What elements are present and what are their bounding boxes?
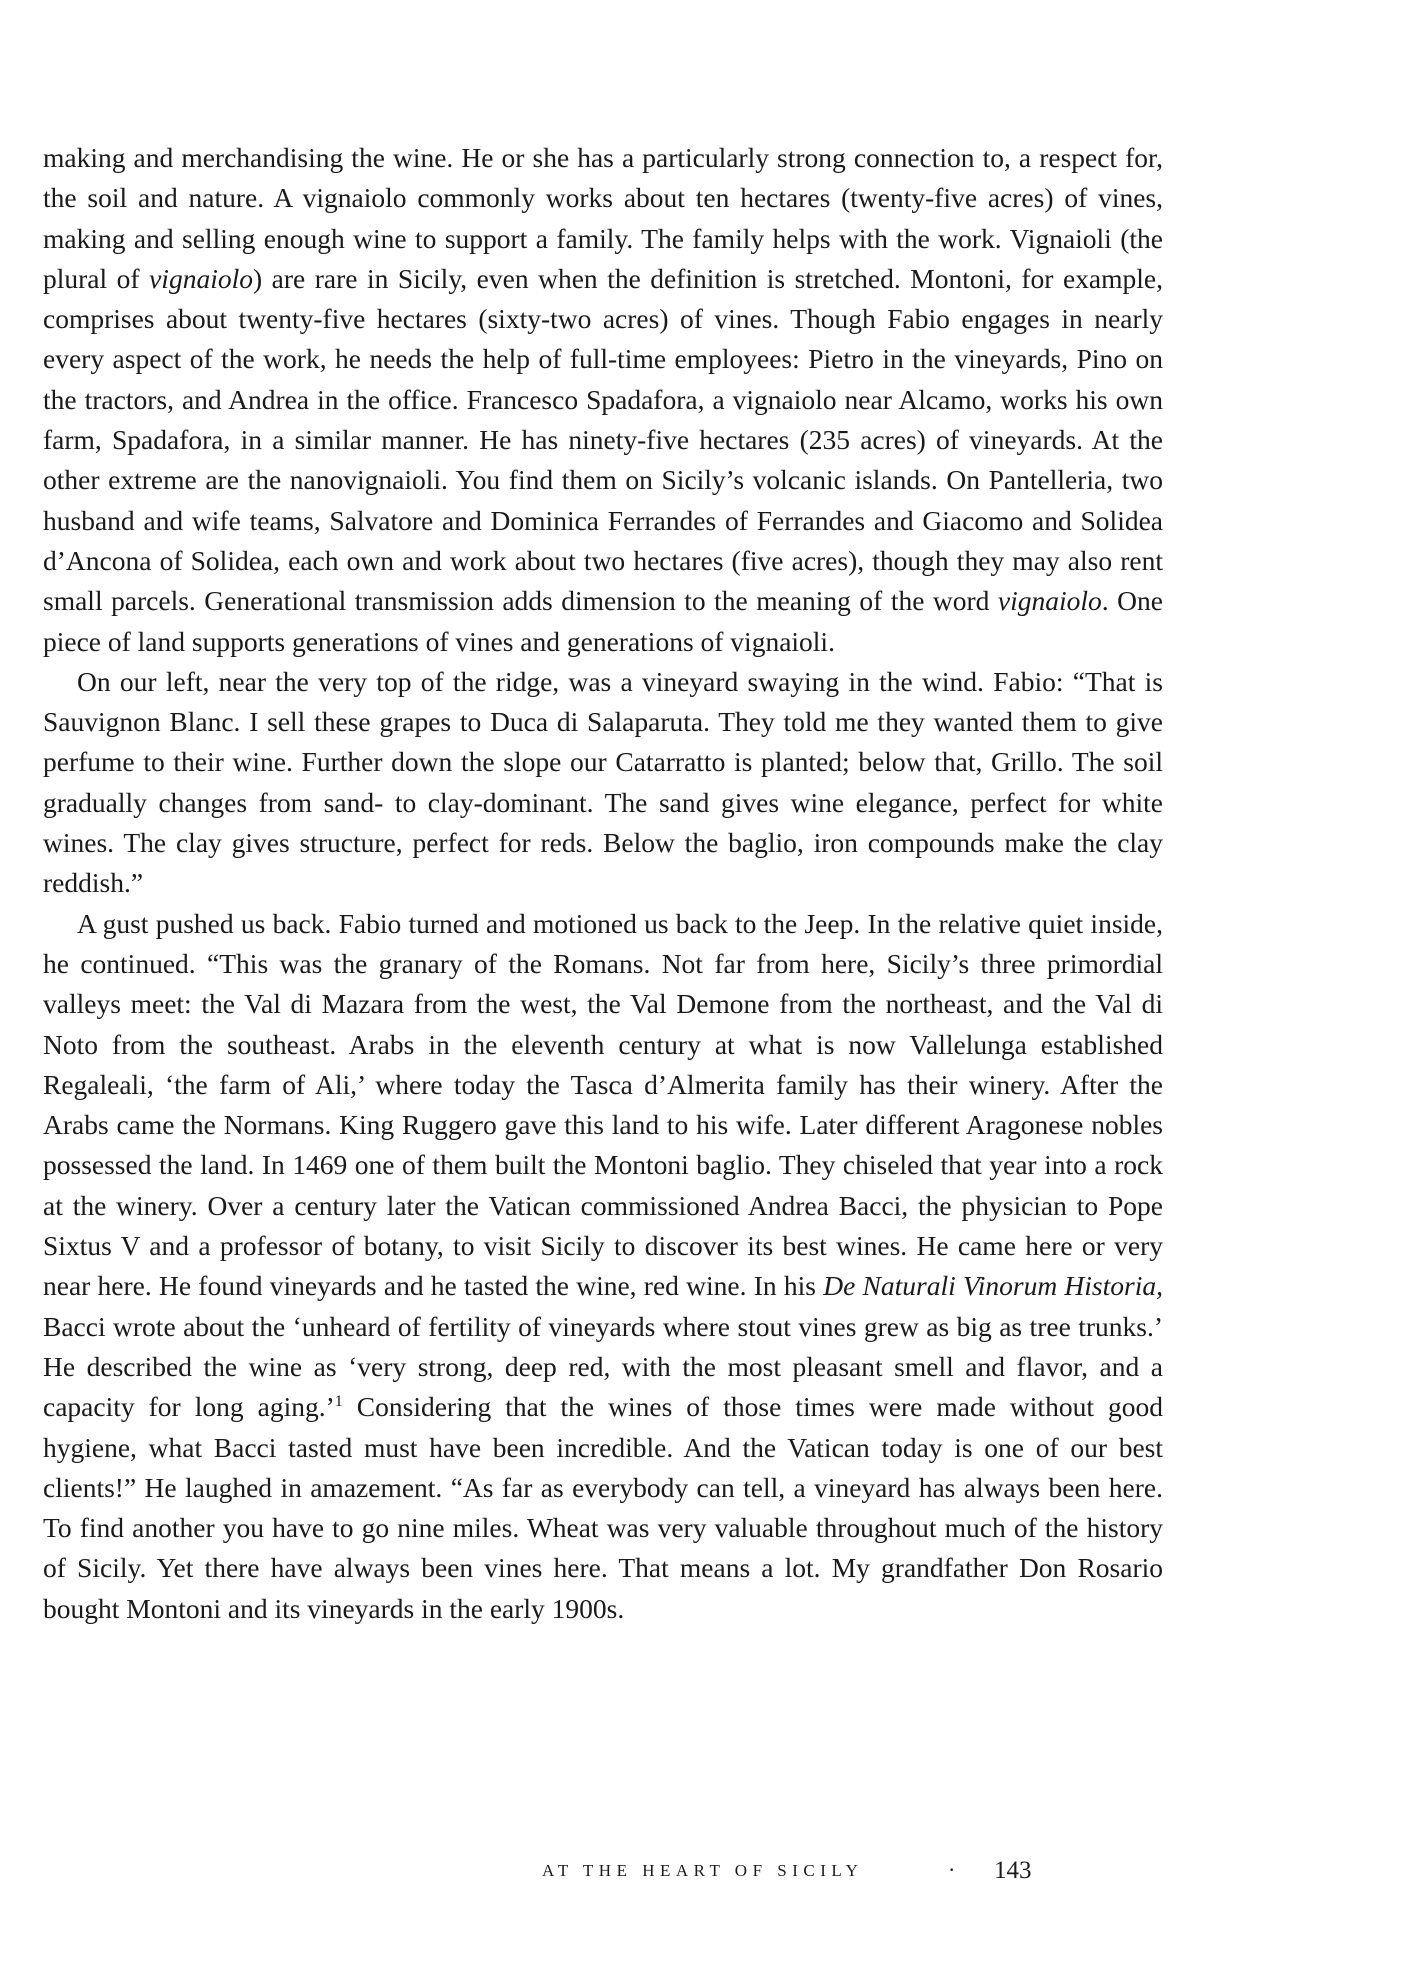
italic-text: De Naturali Vinorum Historia, bbox=[823, 1270, 1163, 1302]
paragraph bbox=[43, 138, 1163, 662]
text-run: Bacci wrote about the ‘unheard of fertility of vineyards where stout vines grew as big as tree trunks.’ He described the wine as ‘very strong, deep red, with the most pleasant smell and flavor, and a capacity for long aging.’ bbox=[43, 1310, 1163, 1423]
footnote-marker: 1 bbox=[334, 1393, 343, 1411]
text-run: Considering that the wines of those times were made without good hygiene, what Bacci tasted must have been incredible. And the Vatican today is one of our best clients!” He laughed in amazement. “As far as everybody can tell, a vineyard has always been here. To find another you have to go nine miles. Wheat was very valuable throughout much of the history of Sicily. Yet there have always been vines here. That means a lot. My grandfather Don Rosario bought Montoni and its vineyards in the early 1900s. bbox=[43, 1391, 1163, 1624]
text-run: ) are rare in Sicily, even when the definition is stretched. Montoni, for example, comprises about twenty-five hectares (sixty-two acres) of vines. Though Fabio engages in nearly every aspect of the work, he needs the help of full-time employees: Pietro in the vineyards, Pino on the tractors, and Andrea in the office. Francesco Spadafora, a vignaiolo near Alcamo, works his own farm, Spadafora, in a similar manner. He has ninety-five hectares (235 acres) of vineyards. At the other extreme are the nanovignaioli. You find them on Sicily’s volcanic islands. On Pantelleria, two husband and wife teams, Salvatore and Dominica Ferrandes of Ferrandes and Giacomo and Solidea d’Ancona of Solidea, each own and work about two hectares (five acres), though they may also rent small parcels. Generational transmission adds dimension to the meaning of the word bbox=[43, 262, 1163, 617]
paragraph bbox=[43, 662, 1163, 904]
body-text bbox=[43, 138, 1163, 1629]
running-head: AT THE HEART OF SICILY bbox=[542, 1861, 864, 1880]
page-number: 143 bbox=[994, 1857, 1032, 1884]
italic-text: vignaiolo bbox=[997, 585, 1102, 617]
text-run: On our left, near the very top of the ridge, was a vineyard swaying in the wind. Fabio: “That is Sauvignon Blanc. I sell these grapes to Duca di Salaparuta. They told me they wanted them to give perfume to their wine. Further down the slope our Catarratto is planted; below that, Grillo. The soil gradually changes from sand- to clay-dominant. The sand gives wine elegance, perfect for white wines. The clay gives structure, perfect for reds. Below the baglio, iron compounds make the clay reddish.” bbox=[43, 665, 1163, 899]
text-run: A gust pushed us back. Fabio turned and motioned us back to the Jeep. In the relative quiet inside, he continued. “This was the granary of the Romans. Not far from here, Sicily’s three primordial valleys meet: the Val di Mazara from the west, the Val Demone from the northeast, and the Val di Noto from the southeast. Arabs in the eleventh century at what is now Vallelunga established Regaleali, ‘the farm of Ali,’ where today the Tasca d’Almerita family has their winery. After the Arabs came the Normans. King Ruggero gave this land to his wife. Later different Aragonese nobles possessed the land. In 1469 one of them built the Montoni baglio. They chiseled that year into a rock at the winery. Over a century later the Vatican commissioned Andrea Bacci, the physician to Pope Sixtus V and a professor of botany, to visit Sicily to discover its best wines. He came here or very near here. He found vineyards and he tasted the wine, red wine. In his bbox=[43, 907, 1163, 1302]
text-run: . One piece of land supports generations of vines and generations of vignaioli. bbox=[43, 585, 1163, 657]
footer-separator: · bbox=[948, 1857, 956, 1882]
page-footer bbox=[0, 1855, 1417, 1895]
paragraph bbox=[43, 904, 1163, 1629]
italic-text: vignaiolo bbox=[149, 262, 253, 294]
text-run: making and merchandising the wine. He or she has a particularly strong connection to, a respect for, the soil and nature. A vignaiolo commonly works about ten hectares (twenty-five acres) of vines, making and selling enough wine to support a family. The family helps with the work. Vignaioli (the plural of bbox=[43, 142, 1163, 294]
